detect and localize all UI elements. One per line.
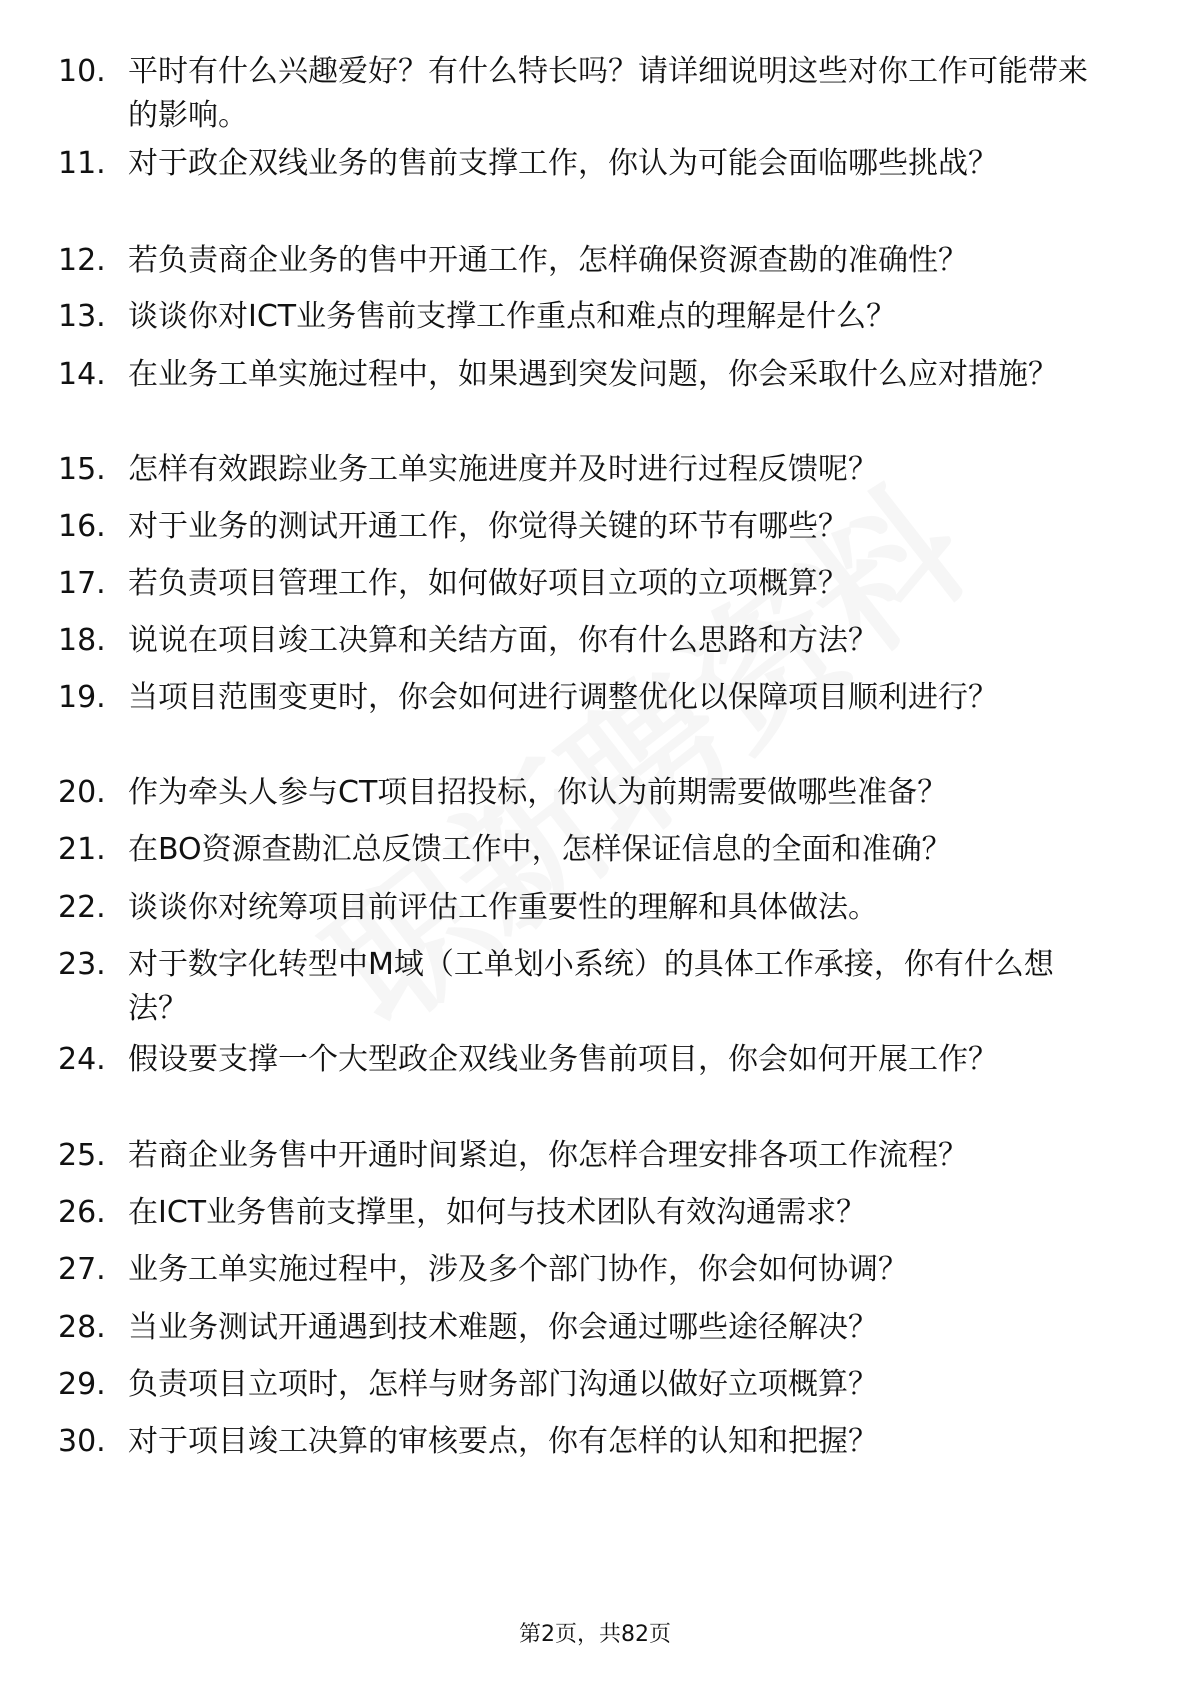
question-number: 26.: [58, 1195, 106, 1230]
question-number: 30.: [58, 1424, 106, 1459]
question-text: 业务工单实施过程中，涉及多个部门协作，你会如何协调？: [128, 1252, 908, 1287]
question-number: 29.: [58, 1367, 106, 1402]
question-number: 10.: [58, 54, 106, 89]
question-number: 23.: [58, 947, 106, 982]
question-number: 21.: [58, 832, 106, 867]
question-text: 负责项目立项时，怎样与财务部门沟通以做好立项概算？: [128, 1367, 878, 1402]
question-number: 14.: [58, 357, 106, 392]
question-number: 20.: [58, 775, 106, 810]
question-text: 对于数字化转型中M域（工单划小系统）的具体工作承接，你有什么想法？: [128, 947, 1054, 1026]
question-text: 在业务工单实施过程中，如果遇到突发问题，你会采取什么应对措施？: [128, 357, 1058, 392]
question-text: 若负责项目管理工作，如何做好项目立项的立项概算？: [128, 566, 848, 601]
question-number: 22.: [58, 890, 106, 925]
question-number: 12.: [58, 243, 106, 278]
question-text: 当业务测试开通遇到技术难题，你会通过哪些途径解决？: [128, 1310, 878, 1345]
question-text: 若负责商企业务的售中开通工作，怎样确保资源查勘的准确性？: [128, 243, 968, 278]
question-number: 17.: [58, 566, 106, 601]
question-number: 15.: [58, 452, 106, 487]
question-text: 平时有什么兴趣爱好？有什么特长吗？请详细说明这些对你工作可能带来的影响。: [128, 54, 1088, 133]
question-number: 11.: [58, 146, 106, 181]
question-number: 16.: [58, 509, 106, 544]
question-number: 28.: [58, 1310, 106, 1345]
question-number: 27.: [58, 1252, 106, 1287]
question-text: 对于业务的测试开通工作，你觉得关键的环节有哪些？: [128, 509, 848, 544]
page-footer: 第2页，共82页: [519, 1622, 671, 1647]
question-number: 24.: [58, 1042, 106, 1077]
question-number: 19.: [58, 680, 106, 715]
question-number: 25.: [58, 1138, 106, 1173]
question-number: 13.: [58, 299, 106, 334]
question-text: 假设要支撑一个大型政企双线业务售前项目，你会如何开展工作？: [128, 1042, 998, 1077]
question-text: 作为牵头人参与CT项目招投标，你认为前期需要做哪些准备？: [128, 775, 948, 810]
question-text: 若商企业务售中开通时间紧迫，你怎样合理安排各项工作流程？: [128, 1138, 968, 1173]
question-text: 说说在项目竣工决算和关结方面，你有什么思路和方法？: [128, 623, 878, 658]
question-number: 18.: [58, 623, 106, 658]
question-text: 谈谈你对统筹项目前评估工作重要性的理解和具体做法。: [128, 890, 878, 925]
question-text: 当项目范围变更时，你会如何进行调整优化以保障项目顺利进行？: [128, 680, 998, 715]
question-text: 谈谈你对ICT业务售前支撑工作重点和难点的理解是什么？: [128, 299, 897, 334]
question-text: 在ICT业务售前支撑里，如何与技术团队有效沟通需求？: [128, 1195, 867, 1230]
question-text: 对于项目竣工决算的审核要点，你有怎样的认知和把握？: [128, 1424, 878, 1459]
question-text: 在BO资源查勘汇总反馈工作中，怎样保证信息的全面和准确？: [128, 832, 952, 867]
question-text: 怎样有效跟踪业务工单实施进度并及时进行过程反馈呢？: [128, 452, 878, 487]
question-text: 对于政企双线业务的售前支撑工作，你认为可能会面临哪些挑战？: [128, 146, 998, 181]
